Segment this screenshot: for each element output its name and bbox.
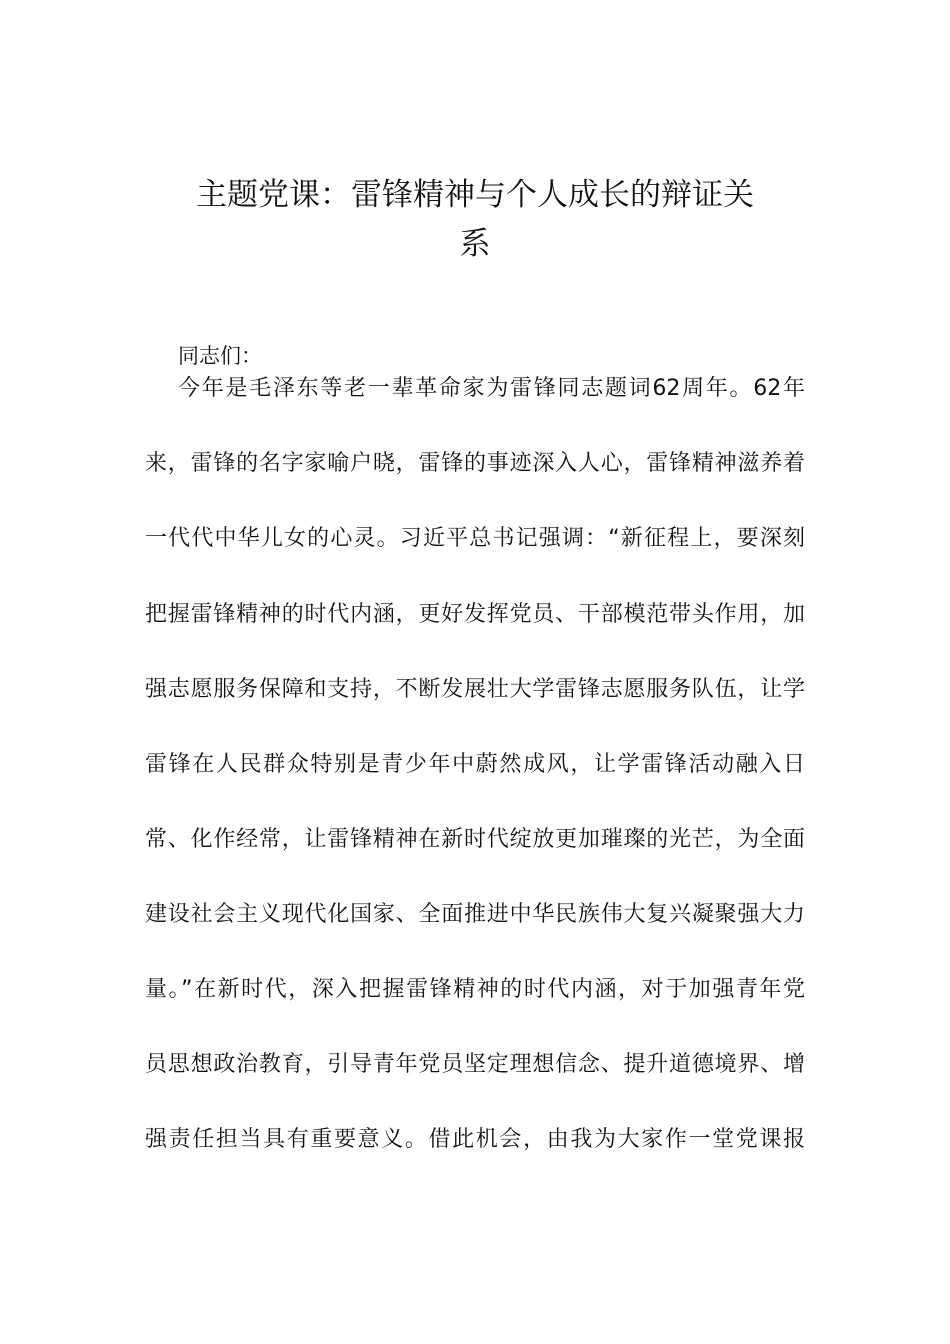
body-line: 常、化作经常，让雷锋精神在新时代绽放更加璀璨的光芒，为全面	[145, 827, 805, 852]
body-line: 强责任担当具有重要意义。借此机会，由我为大家作一堂党课报	[145, 1127, 805, 1152]
body-line: 把握雷锋精神的时代内涵，更好发挥党员、干部模范带头作用，加	[145, 602, 805, 627]
body-line: 来，雷锋的名字家喻户晓，雷锋的事迹深入人心，雷锋精神滋养着	[145, 451, 805, 476]
body-line: 今年是毛泽东等老一辈革命家为雷锋同志题词62周年。62年	[178, 376, 805, 401]
body-line: 强志愿服务保障和支持，不断发展壮大学雷锋志愿服务队伍，让学	[145, 677, 805, 702]
document-title-continued: 系	[459, 226, 491, 262]
salutation: 同志们：	[178, 344, 262, 368]
body-line: 建设社会主义现代化国家、全面推进中华民族伟大复兴凝聚强大力	[145, 902, 805, 927]
body-line: 一代代中华儿女的心灵。习近平总书记强调：“新征程上，要深刻	[145, 526, 805, 551]
document-title: 主题党课：雷锋精神与个人成长的辩证关	[196, 177, 754, 213]
body-line: 员思想政治教育，引导青年党员坚定理想信念、提升道德境界、增	[145, 1052, 805, 1077]
body-line: 量。”在新时代，深入把握雷锋精神的时代内涵，对于加强青年党	[145, 977, 805, 1002]
body-line: 雷锋在人民群众特别是青少年中蔚然成风，让学雷锋活动融入日	[145, 752, 805, 777]
